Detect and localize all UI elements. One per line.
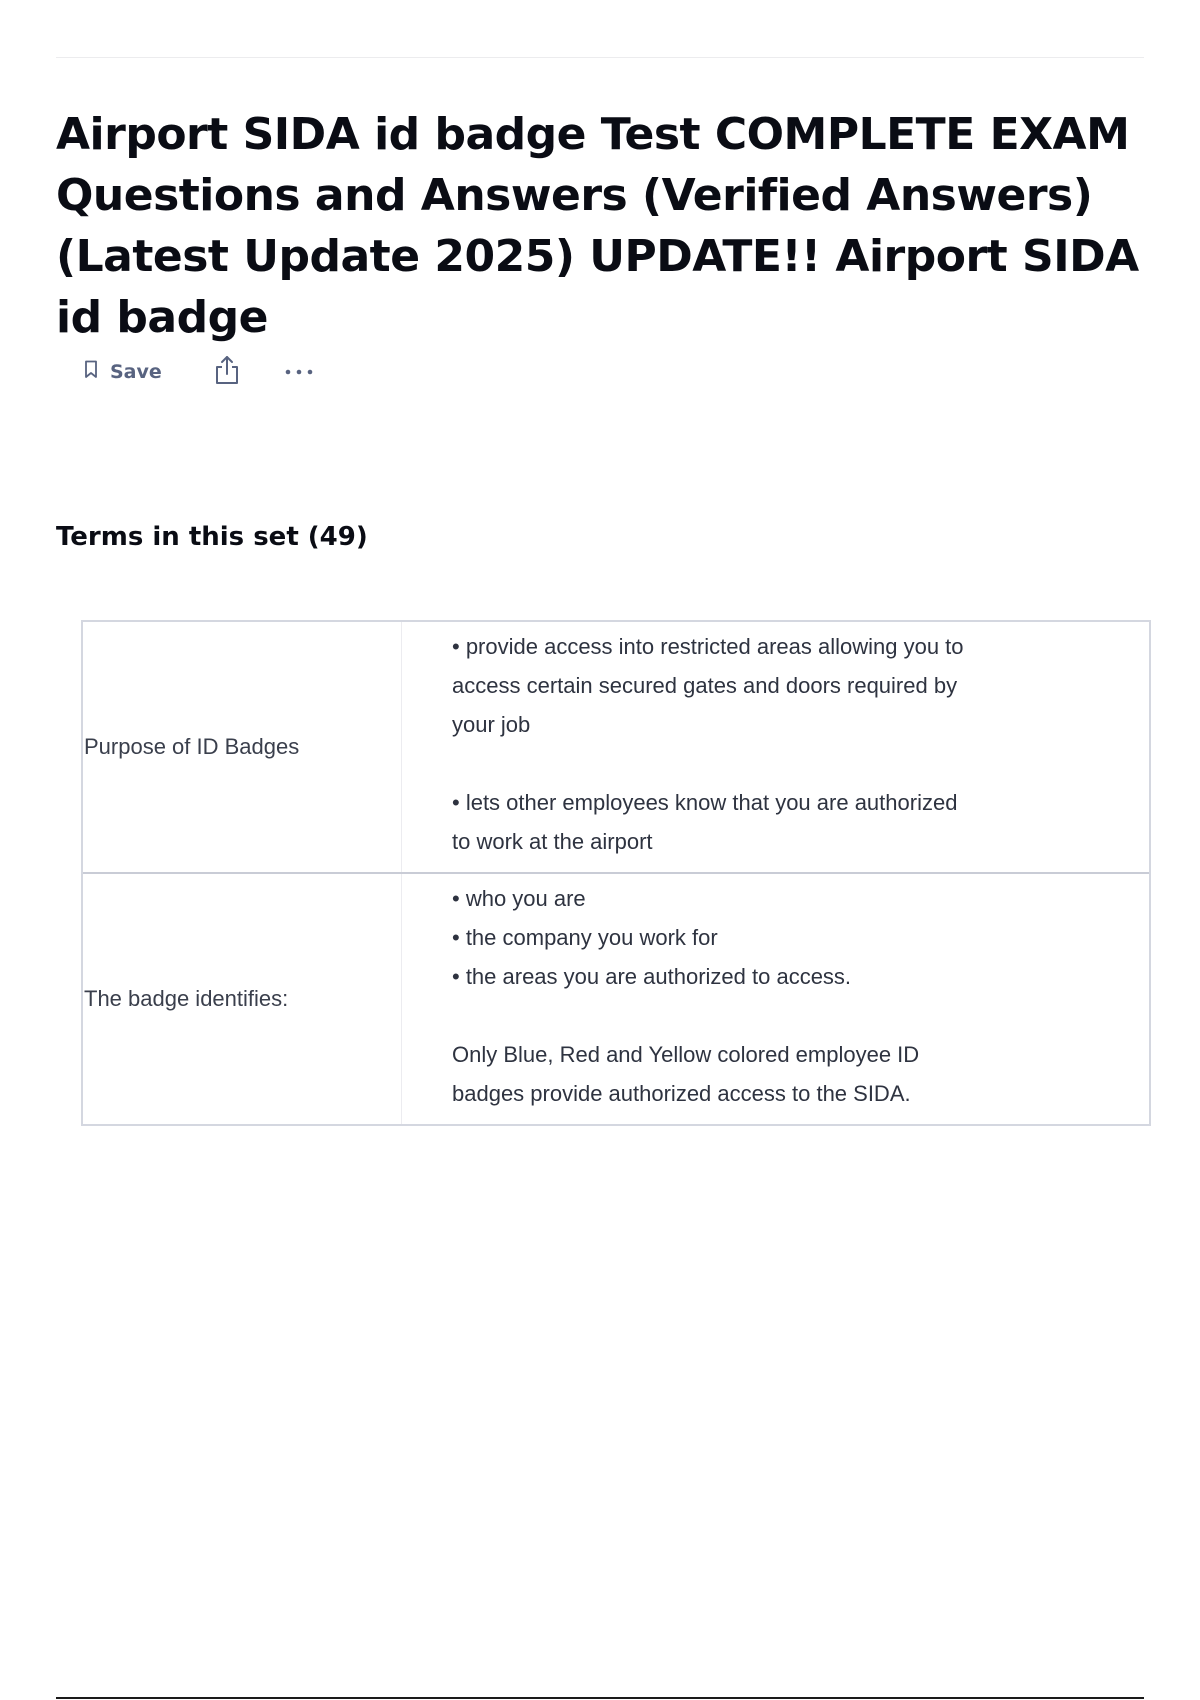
terms-table xyxy=(81,620,1151,1126)
more-horizontal-icon xyxy=(284,363,314,381)
definition-line: access certain secured gates and doors required by xyxy=(452,673,958,698)
definition-line: • the company you work for xyxy=(452,925,718,950)
definition-spacer xyxy=(452,744,1109,783)
definition-cell xyxy=(402,874,1149,1124)
save-label: Save xyxy=(110,361,162,383)
definition-line: • lets other employees know that you are authorized xyxy=(452,790,958,815)
definition-line: your job xyxy=(452,712,531,737)
definition-line: to work at the airport xyxy=(452,829,653,854)
save-button[interactable] xyxy=(84,360,162,384)
share-button[interactable] xyxy=(214,355,240,390)
definition-line: • the areas you are authorized to access. xyxy=(452,964,852,989)
more-options-button[interactable] xyxy=(284,363,314,381)
terms-heading: Terms in this set (49) xyxy=(56,522,368,552)
term-row xyxy=(83,622,1149,874)
term-cell xyxy=(83,874,402,1124)
term-row xyxy=(83,874,1149,1124)
bottom-divider xyxy=(56,1697,1144,1699)
bookmark-icon xyxy=(84,360,110,384)
term-text: The badge identifies: xyxy=(84,986,289,1011)
definition-line: • provide access into restricted areas allowing you to xyxy=(452,634,964,659)
definition-cell xyxy=(402,622,1149,872)
top-divider xyxy=(56,57,1144,58)
page-title: Airport SIDA id badge Test COMPLETE EXAM Questions and Answers (Verified Answers) (Latest Update 2025) UPDATE!! Airport SIDA id badge xyxy=(56,109,1139,343)
definition-spacer xyxy=(452,996,1109,1035)
term-cell xyxy=(83,622,402,872)
term-text: Purpose of ID Badges xyxy=(84,734,300,759)
definition-line: Only Blue, Red and Yellow colored employee ID xyxy=(452,1042,920,1067)
share-icon xyxy=(214,355,240,390)
definition-line: badges provide authorized access to the SIDA. xyxy=(452,1081,911,1106)
set-toolbar xyxy=(84,354,314,390)
definition-line: • who you are xyxy=(452,886,586,911)
